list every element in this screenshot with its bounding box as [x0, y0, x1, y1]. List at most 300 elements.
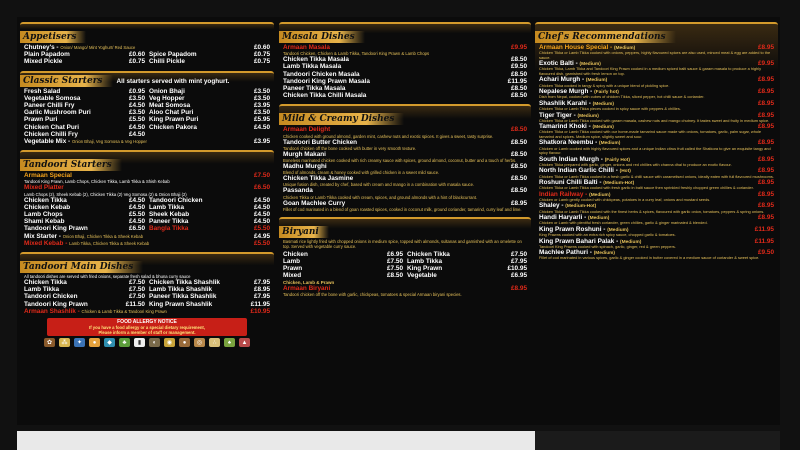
item-price: £4.50: [254, 123, 270, 131]
item-desc: Boneless marinated chicken cooked with rich creamy sauce with spices, ground almond, coconut, butter and a touch of herbs.: [283, 158, 517, 164]
menu-item: [283, 56, 527, 63]
item-heat: (Medium): [607, 227, 629, 233]
item-heat: (Medium-Hot): [603, 181, 635, 187]
item-price: £7.50: [129, 286, 145, 294]
item-desc: Tandoori King Prawn, Lamb Chops, Chicken Tikka, Lamb Tikka & Shish Kebab: [24, 179, 170, 185]
item-name: Shami Kebab: [24, 218, 65, 226]
item-price: £9.95: [511, 44, 527, 51]
milk-icon: ▮: [134, 338, 145, 347]
item-name: Mixed Kebab -: [24, 239, 68, 247]
item-price: £7.95: [511, 258, 527, 266]
item-price: £3.50: [254, 94, 270, 102]
item-name: King Prawn Bahari Palak: [539, 237, 615, 245]
item-name: Chicken Tikka: [24, 279, 67, 287]
item-heat: (Medium): [592, 101, 614, 107]
item-desc: Chicken Tikka or Lamb Tikka cooked in a fresh garlic & chilli sauce with caramelised onions, ideally eaten with full flavoured mushrooms.: [539, 173, 774, 179]
item-desc: Lamb Tikka, Chicken Tikka & Sheek Kebab: [69, 240, 150, 246]
item-desc: Dish from Nepal, cooked with cubes of chicken Tikka, sliced pepper, hot chilli sauce & coriander.: [539, 94, 705, 100]
item-price: £5.50: [129, 116, 145, 124]
item-price: £8.95: [758, 190, 774, 198]
item-name: Lamb Tikka: [407, 258, 443, 266]
item-name: Chicken Tikka Shashlik: [149, 279, 220, 287]
menu-item: [283, 92, 527, 99]
sesame-icon: ∴: [209, 338, 220, 347]
tandoori-starters-section: [20, 150, 274, 249]
item-name: Shatkora Neembu: [539, 139, 594, 147]
item-desc: Chicken Tikka cooked in tangy & spicy with a unique blend of pickling spice.: [539, 82, 670, 88]
item-heat: (Medium): [579, 62, 601, 68]
menu-item: [283, 85, 527, 92]
item-name: [149, 131, 236, 138]
item-price: £7.95: [254, 293, 270, 301]
item-desc: Tandoori Chicken, Chicken & Lamb Tikka, Tandoori King Prawn & Lamb Chops: [283, 51, 430, 57]
item-price: £4.95: [254, 232, 270, 240]
item-name: King Prawn Roshuni: [539, 225, 602, 233]
item-price: £8.50: [511, 56, 527, 64]
item-price: £0.60: [129, 51, 145, 59]
item-name: Paneer Tikka Shashlik: [149, 293, 217, 301]
item-price: £9.50: [758, 249, 774, 257]
chutneys-row: [24, 44, 270, 51]
item-desc: Chicken Tikka or Lamb Tikka cooked with cream, spices, and ground almonds with a hint of blackcurrant.: [283, 194, 478, 200]
item-desc: Chicken Tikka or Lamb Tikka cooked with our home-made tamarind sauce made with onions, tomatoes, garlic, palm sugar, whole tamarind and spices. Medium spice, slightly sweet and sour.: [539, 129, 762, 139]
item-price: [240, 131, 270, 138]
item-price: £0.75: [254, 58, 270, 66]
item-price: £0.75: [254, 51, 270, 59]
item-price: £4.50: [129, 130, 145, 138]
item-name: Tiger Tiger: [539, 111, 572, 119]
soya-icon: ♠: [224, 338, 235, 347]
item-dash: -: [588, 249, 594, 257]
notice-line: Please inform a member of staff or management.: [98, 330, 196, 336]
item-heat: (Fairly hot): [594, 90, 619, 96]
item-name: Chicken Chilli Fry: [24, 130, 78, 138]
item-name: Indian Railway: [539, 190, 584, 198]
item-price: £8.95: [758, 88, 774, 96]
item-dash: -: [583, 190, 590, 198]
item-desc: Onion Bhaji, Chicken Tikka & Sheek Kebab: [62, 233, 144, 239]
item-name: Tandoori Butter Chicken: [283, 138, 358, 146]
section-title: Tandoori Starters: [20, 159, 122, 171]
item-price: £6.95: [511, 272, 527, 280]
mix-starter-row: [24, 233, 270, 240]
item-desc: Chicken or Lamb with plentiful fresh coriander, green chillies, garlic & ginger marinated & blended.: [539, 220, 708, 226]
item-price: £8.95: [758, 99, 774, 107]
item-price: £11.95: [507, 77, 527, 85]
item-name: North Indian Garlic Chilli: [539, 167, 614, 175]
item-price: £8.95: [758, 123, 774, 131]
menu-item: [283, 151, 527, 158]
item-heat: (Fairly Hot): [604, 157, 631, 163]
item-name: Paneer Tikka Masala: [283, 85, 346, 93]
item-price: £8.95: [758, 111, 774, 119]
celery-icon: ✿: [44, 338, 55, 347]
menu-item: [283, 63, 527, 70]
item-name: Shaley: [539, 202, 560, 210]
item-heat: (Medium): [613, 46, 636, 51]
menu-item: [283, 163, 527, 170]
item-dash: -: [586, 123, 593, 131]
crustacean-icon: ✦: [74, 338, 85, 347]
menu-item: [283, 200, 527, 207]
item-name: Chicken Tikka: [24, 196, 67, 204]
item-desc: Chicken Tikka, Lamb Tikka and Tandoori King Prawn cooked in a medium spiced balti sauce & garam masala to produce a highly flavoured dish, garnished with fresh lemon on top.: [539, 66, 762, 76]
item-dash: -: [608, 44, 614, 51]
item-price: £8.50: [511, 70, 527, 78]
item-price: £0.60: [254, 44, 270, 51]
item-price: £6.95: [387, 250, 403, 258]
item-price: £7.50: [129, 279, 145, 287]
item-heat: (Medium-Hot): [565, 204, 597, 210]
item-price: £8.50: [511, 150, 527, 158]
item-name: Tandoori Chicken: [24, 293, 78, 301]
item-price: £0.95: [129, 87, 145, 95]
item-price: £6.50: [254, 184, 270, 192]
item-desc: Blend of almonds, cream & honey cooked with grilled chicken in a sweet mild sauce.: [283, 170, 440, 176]
item-desc: Chicken Tikka or Lamb Tikka cooked with garam masala, cashew nuts and mango chutney. It tastes sweet and fruity in medium spice.: [539, 117, 770, 123]
sulphite-icon: ▲: [239, 338, 250, 347]
classic-starters-section: [20, 71, 274, 148]
allergen-icons: [24, 338, 270, 347]
item-name: Exotic Balti: [539, 60, 574, 68]
item-name: Lamb Tikka Masala: [283, 63, 342, 71]
item-name: Armaan Special: [24, 172, 72, 180]
item-dash: -: [614, 237, 620, 245]
item-dash: -: [599, 155, 605, 163]
item-heat: (Medium): [588, 216, 610, 222]
section-title: Classic Starters: [20, 75, 113, 87]
item-price: £4.50: [129, 196, 145, 204]
item-name: Onion Bhaji: [149, 87, 185, 95]
item-desc: Unique fusion dish, created by chef, based with cream and mango in a combination with masala sauce.: [283, 182, 475, 188]
item-name: Tandoori Chicken: [149, 196, 203, 204]
item-name: Tandoori King Prawn Masala: [283, 77, 370, 85]
chefs-recommendations-section: [535, 22, 778, 420]
menu-column-1: [20, 22, 274, 352]
item-dash: -: [597, 179, 604, 187]
item-name: Veg Hopper: [149, 94, 185, 102]
section-title: Tandoori Main Dishes: [20, 261, 143, 273]
item-name: Chicken Tikka Masala: [283, 56, 349, 64]
item-heat: (Medium): [599, 141, 621, 147]
item-price: £10.95: [250, 307, 270, 315]
item-price: £11.50: [125, 300, 145, 308]
item-name: Plain Papadom: [24, 51, 70, 59]
item-price: £4.50: [129, 218, 145, 226]
mixed-platter-row: [24, 184, 270, 191]
item-dash: -: [601, 225, 608, 233]
item-price: £5.95: [254, 116, 270, 124]
item-name: Passanda: [283, 187, 313, 195]
item-name: Achari Murgh: [539, 76, 581, 84]
mixed-subtitle: Chicken, Lamb & Prawn: [283, 279, 335, 285]
item-name: Chicken Chat Puri: [24, 123, 80, 131]
item-price: £8.50: [511, 138, 527, 146]
item-desc: Chicken or Lamb cooked with highly flavoured spices and a unique Indian citrus fruit called the Shatkora to give an exquisite tangy and spicy flavour.: [539, 145, 771, 156]
item-price: £9.50: [511, 63, 527, 71]
item-desc: Tandoori King Prawns cooked with spinach, garlic, ginger, red & green peppers.: [539, 243, 676, 249]
item-price: £8.95: [758, 139, 774, 147]
cereal-icon: ⁂: [59, 338, 70, 347]
item-name: Mixed: [283, 272, 302, 280]
item-price: £8.95: [758, 155, 774, 163]
item-heat: (Medium): [592, 125, 614, 131]
item-name: Prawn Puri: [24, 116, 58, 124]
item-price: £10.95: [507, 265, 527, 273]
item-desc: Chicken Tikka prepared with garlic, ginger, onions and red chillies with channa dhal to produce an exotic flavour.: [539, 161, 732, 167]
item-name: Chicken Pakora: [149, 123, 197, 131]
item-name: Mixed Pickle: [24, 58, 63, 66]
item-price: £3.95: [254, 102, 270, 110]
item-name: Paneer Tikka: [149, 218, 189, 226]
item-desc: King Prawns cooked with an extra rich spicy sauce, chopped garlic & tomatoes.: [539, 232, 676, 238]
item-name: Goan Machlee Curry: [283, 199, 346, 207]
mild-creamy-section: [279, 104, 531, 213]
vegetable-mix-row: [24, 138, 270, 145]
biryani-section: [279, 217, 531, 299]
item-name: Armaan Biryani: [283, 284, 331, 292]
item-desc: Tandoori chicken off the bone with garlic, chickpeas, tomatoes & special Armaan biryani species.: [283, 291, 462, 297]
item-price: £7.50: [387, 265, 403, 273]
menu-item: [283, 139, 527, 146]
item-price: £8.95: [511, 284, 527, 292]
item-name: Lamb Tikka Shashlik: [149, 286, 213, 294]
item-name: King Prawn Shashlik: [149, 300, 213, 308]
item-grid: [24, 88, 270, 138]
next-panel-dark: [535, 431, 780, 450]
item-price: £11.95: [754, 225, 774, 233]
item-name: Nepalese Murgh: [539, 88, 589, 96]
item-dash: -: [613, 167, 620, 175]
item-name: Armaan Delight: [283, 126, 331, 134]
item-heat: (Medium): [585, 78, 608, 84]
armaan-masala-row: [283, 44, 527, 51]
menu-column-2: [279, 22, 531, 302]
item-name: Aloo Chat Puri: [149, 109, 194, 117]
item-name: Roshuni Chilli Balti: [539, 179, 598, 187]
item-name: Chicken Tikka Chilli Masala: [283, 92, 367, 100]
item-name: Armaan Shashlik -: [24, 307, 80, 315]
item-dash: -: [582, 214, 589, 222]
item-price: £8.50: [511, 187, 527, 195]
item-desc: Chicken cooked with ground almond, garden mint, cashew nuts and exotic spices. It gives a sweet, tasty surprise.: [283, 133, 494, 139]
item-price: £8.95: [758, 167, 774, 175]
item-price: £8.95: [758, 76, 774, 84]
tandoori-main-section: [20, 252, 274, 349]
item-name: Tamarind Khoki: [539, 123, 587, 131]
item-dash: -: [573, 60, 580, 68]
item-desc: Chicken Tikka or Lamb Tikka pieces cooked in spicy sauce with peppers & chillies.: [539, 106, 681, 112]
item-price: £4.50: [254, 203, 270, 211]
item-heat: (Hot): [619, 169, 631, 175]
item-desc: Tandoori chicken off the bone cooked with butter in very smooth texture.: [283, 145, 417, 151]
item-price: £4.50: [254, 218, 270, 226]
item-price: £3.95: [254, 138, 270, 146]
item-desc: Chicken Tikka or Lamb Tikka cooked with the finest herbs & spices, flavoured with garlic onion, tomatoes, peppers & spring onions.: [539, 208, 765, 214]
item-name: Fresh Salad: [24, 87, 61, 95]
item-grid: [24, 51, 270, 65]
item-name: Bangla Tikka: [149, 225, 189, 233]
item-price: £8.50: [511, 92, 527, 100]
item-price: £7.95: [254, 279, 270, 287]
item-name: Tandoori King Prawn: [24, 225, 88, 233]
masala-section: [279, 22, 531, 101]
item-price: £6.50: [129, 225, 145, 233]
item-name: Lamb Tikka: [149, 203, 185, 211]
item-price: £8.95: [758, 202, 774, 210]
item-heat: (Medium): [577, 113, 599, 119]
menu-item: [283, 175, 527, 182]
item-name: Vegetable Mix -: [24, 138, 71, 146]
item-desc: Onion Bhaji, Veg Somosa & Veg Hopper: [71, 139, 147, 145]
item-desc: Chicken Tikka or Lamb Tikka cooked with fresh garlic in balti sauce then sprinkled freshly chopped green chillies & coriander.: [539, 185, 754, 191]
item-name: Spice Papadom: [149, 51, 197, 59]
item-name: King Prawn: [407, 265, 443, 273]
section-note: All tandoori dishes are served with fried onions, separate fresh salad & bhuna curry sauce: [24, 274, 191, 280]
item-name: Chicken Tikka: [407, 250, 450, 258]
menu-board: [17, 17, 780, 425]
item-price: £8.95: [758, 214, 774, 222]
item-heat: (Medium): [619, 239, 642, 245]
armaan-shashlik-row: [24, 308, 270, 315]
item-dash: -: [586, 99, 593, 107]
item-desc: Fillet of cod marinated in a blend of goan roasted spices, cooked in coconut milk, ground coriander, tamarind, curry leaf and lime.: [283, 206, 522, 212]
item-price: £7.50: [511, 250, 527, 258]
item-desc: Chicken & Lamb Tikka & Tandoori King Prawn: [81, 308, 167, 314]
item-grid: [24, 279, 270, 308]
item-name: Tandoori King Prawn: [24, 300, 88, 308]
item-desc: Lamb Chops (2), Sheek Kebab (2), Chicken Tikka (2) Veg Somosa (2) & Onion Bhaji (2): [24, 191, 187, 197]
item-price: £9.95: [758, 60, 774, 68]
armaan-biryani-row: [283, 285, 527, 292]
item-grid: [283, 251, 527, 280]
mustard-icon: ◉: [164, 338, 175, 347]
item-name: Prawn: [283, 265, 303, 273]
item-name: Madhu Murghi: [283, 163, 327, 171]
item-price: £8.95: [254, 286, 270, 294]
item-name: Shashlik Karahi: [539, 99, 587, 107]
section-title: Masala Dishes: [279, 31, 365, 43]
item-price: £3.50: [254, 87, 270, 95]
menu-item: [283, 187, 527, 194]
item-price: £3.50: [129, 94, 145, 102]
item-price: £8.50: [511, 126, 527, 134]
item-name: Chicken: [283, 250, 308, 258]
section-title: Mild & Creamy Dishes: [279, 113, 404, 125]
item-price: £4.50: [129, 102, 145, 110]
item-name: Machlee Pathuri: [539, 249, 589, 257]
item-dash: -: [559, 202, 566, 210]
item-price: £7.50: [254, 172, 270, 180]
item-name: Mixed Platter: [24, 184, 64, 192]
item-dash: -: [588, 88, 595, 96]
item-name: Armaan House Special: [539, 44, 609, 51]
next-panel-strip: [17, 431, 780, 450]
item-name: Handi Haryarli: [539, 214, 583, 222]
item-price: £8.95: [511, 199, 527, 207]
item-price: £7.50: [129, 293, 145, 301]
item-price: £4.50: [254, 196, 270, 204]
item-name: Paneer Chilli Fry: [24, 102, 75, 110]
item-price: £8.95: [758, 44, 774, 51]
section-title: Chef's Recommendations: [535, 31, 676, 43]
allergy-notice: [47, 318, 247, 336]
peanut-icon: ◎: [194, 338, 205, 347]
item-name: Chutney's -: [24, 44, 59, 51]
item-name: South Indian Murgh: [539, 155, 599, 163]
fish-icon: ◆: [104, 338, 115, 347]
item-price: £8.95: [758, 179, 774, 187]
item-heat: (Medium): [589, 192, 611, 198]
item-heat: (Medium): [593, 251, 616, 257]
item-price: £5.50: [129, 211, 145, 219]
item-price: £11.95: [754, 237, 774, 245]
item-price: £8.50: [511, 85, 527, 93]
item-name: King Prawn Puri: [149, 116, 199, 124]
item-price: £5.50: [254, 225, 270, 233]
item-name: Meat Somosa: [149, 102, 191, 110]
mixed-kebab-row: [24, 240, 270, 247]
item-desc: Fillet of cod marinated in various spices, garlic & ginger cooked in butter covered in a medium sauce of coriander & sweet spice.: [539, 255, 760, 261]
item-name: Murgh Makani: [283, 150, 326, 158]
item-price: £0.75: [129, 58, 145, 66]
section-note: Basmati rice lightly fried with chopped onions in medium spice, topped with almonds, sultanas and garnished with an omelette on top. Served with vegetable curry sauce.: [283, 238, 522, 249]
section-title: Appetisers: [20, 31, 86, 43]
item-dash: -: [580, 76, 586, 84]
item-price: £3.50: [254, 109, 270, 117]
section-note: All starters served with mint yoghurt.: [116, 77, 230, 85]
lupin-icon: ♣: [119, 338, 130, 347]
menu-item: [283, 126, 527, 133]
item-grid: [24, 197, 270, 233]
item-name: Tandoori Chicken Masala: [283, 70, 360, 78]
egg-icon: ●: [89, 338, 100, 347]
item-name: Chicken Tikka Jasmine: [283, 175, 354, 183]
nuts-icon: ●: [179, 338, 190, 347]
item-name: Garlic Mushroom Puri: [24, 109, 91, 117]
item-dash: -: [593, 139, 600, 147]
item-name: Lamb: [283, 258, 301, 266]
notice-title: FOOD ALLERGY NOTICE: [117, 319, 177, 326]
appetisers-section: [20, 22, 274, 68]
item-price: £4.50: [129, 203, 145, 211]
armaan-special-row: [24, 172, 270, 179]
item-price: £8.50: [511, 163, 527, 171]
item-price: £4.50: [129, 123, 145, 131]
item-name: Lamb Tikka: [24, 286, 60, 294]
item-desc: Chicken Tikka or Lamb Tikka cooked with onions, peppers, highly flavoured spices are also used, minced meat & egg are added to the sauce.: [539, 50, 771, 60]
item-name: Chicken Kebab: [24, 203, 71, 211]
item-price: £4.50: [254, 211, 270, 219]
item-desc: Chicken or Lamb gently cooked with chickpeas, potatoes in a curry leaf, onions and mustard seeds.: [539, 196, 711, 202]
menu-item: [283, 78, 527, 85]
item-price: £8.50: [511, 175, 527, 183]
item-name: Vegetable Somosa: [24, 94, 81, 102]
item-dash: -: [571, 111, 578, 119]
item-desc: Onion/ Mango/ Mint Yoghurt/ Red Sauce: [60, 45, 136, 50]
item-price: £3.50: [129, 109, 145, 117]
item-name: Armaan Masala: [283, 44, 330, 51]
item-name: Chilli Pickle: [149, 58, 185, 66]
item-name: Lamb Chops: [24, 211, 63, 219]
item-name: Vegetable: [407, 272, 437, 280]
section-title: Biryani: [279, 226, 329, 238]
item-name: Sheek Kebab: [149, 211, 190, 219]
item-price: £5.50: [254, 239, 270, 247]
menu-item: [283, 71, 527, 78]
item-price: £11.95: [250, 300, 270, 308]
mollusc-icon: ◐: [149, 338, 160, 347]
